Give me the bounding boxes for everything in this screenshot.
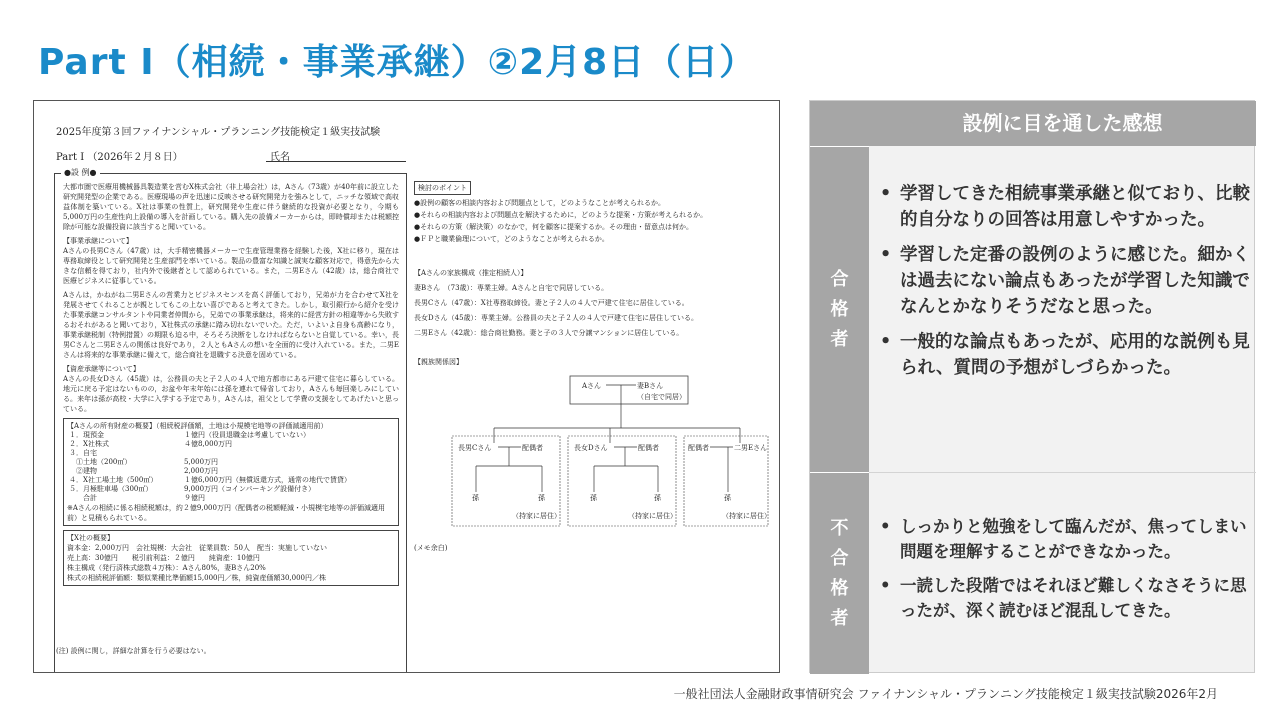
doc-name-line — [266, 161, 406, 162]
impression-text: 学習した定番の設例のように感じた。細かくは過去にない論点もあったが学習した知識でなんとかなりそうだなと思った。 — [900, 245, 1250, 317]
property-value: ４億8,000万円 — [184, 440, 233, 448]
doc-note: (注) 設例に関し，詳細な計算を行う必要はない。 — [56, 647, 211, 655]
property-label: 合計 — [69, 494, 97, 502]
fail-impressions-list — [876, 514, 1250, 632]
doc-name-label: 氏名 — [270, 152, 290, 163]
impression-item — [876, 514, 1250, 564]
family-member: 長男Cさん（47歳）：X社専務取締役。妻と子２人の４人で戸建て住宅に居住している。 — [414, 299, 689, 307]
tree-d: 長女Dさん — [574, 444, 608, 452]
property-value: １億円（役員退職金は考慮していない） — [184, 431, 310, 439]
bullet-icon: • — [880, 517, 891, 536]
bullet-icon: • — [880, 245, 892, 265]
property-value: 2,000万円 — [184, 467, 219, 475]
tree-c-spouse: 配偶者 — [522, 444, 543, 452]
tree-d-grandchild-1: 孫 — [590, 494, 597, 502]
property-note: ※Aさんの相続に係る相続税額は，約２億9,000万円（配偶者の税額軽減・小規模宅地等の評価減適用前）と見積もられている。 — [67, 504, 385, 522]
corp-line: 売上高：30億円 税引前利益：２億円 純資産：10億円 — [67, 554, 260, 562]
label-char: 者 — [830, 328, 849, 350]
property-row — [67, 467, 395, 476]
points-list — [414, 197, 774, 245]
case-title: ●設 例● — [61, 167, 100, 178]
property-value: 5,000万円 — [184, 458, 219, 466]
source-footer: 一般社団法人金融財政事情研究会 ファイナンシャル・プランニング技能検定１級実技試験2026年2月 — [673, 687, 1218, 701]
label-char: 不 — [830, 517, 849, 539]
tree-c-grandchild-1: 孫 — [472, 494, 479, 502]
points-title: 検討のポイント — [414, 181, 471, 195]
label-char: 合 — [830, 547, 849, 569]
tree-lines — [476, 385, 740, 492]
property-label: ②建物 — [69, 467, 97, 475]
property-title: 【Aさんの所有財産の概要】（相続税評価額，土地は小規模宅地等の評価減適用前） — [67, 422, 328, 430]
tree-b: 妻Bさん — [637, 382, 664, 390]
tree-e: 二男Eさん — [734, 444, 768, 452]
relations-title: 【親族関係図】 — [414, 358, 463, 366]
family-member: 二男Eさん（42歳）：総合商社勤務。妻と子の３人で分譲マンションに居住している。 — [414, 329, 684, 337]
property-label: ２．X社株式 — [69, 440, 109, 448]
succession-p2: Aさんは，かねがね二男Eさんの営業力とビジネスセンスを高く評価しており，兄弟が力を合わせてX社を発展させてくれることが親としてもこの上ない喜びであると考えてきた。しかし，取引銀行から紹介を受けた事業承継コンサルタントや同業者仲間から，兄弟での事業承継は，将来的に経営方針の相違等から失敗するおそれがあると聞いており，X社株式の承継に踏み切れないでいた。ただ，いよいよ自身も高齢になり，事業承継税制（特例措置）の期限も迫る中，そろそろ決断をしなければならないと自覚している。幸い，長男Cさんと二男Eさんの関係は良好であり，２人ともAさんの想いを全面的に受け入れている。また，二男Eさんは将来的な事業承継に備えて，総合商社を退職する決意を固めている。 — [63, 291, 399, 359]
family-title: 【Aさんの家族構成（推定相続人）】 — [414, 269, 528, 277]
tree-c-house: （持家に居住） — [512, 512, 561, 520]
corp-line: 株主構成（発行済株式総数４万株）：Aさん80%，妻Bさん20% — [67, 564, 266, 572]
tree-a: Aさん — [582, 382, 602, 390]
property-label: ３．自宅 — [69, 449, 97, 457]
impressions-header: 設例に目を通した感想 — [869, 101, 1256, 146]
property-label: １．現預金 — [69, 431, 104, 439]
bullet-icon: • — [880, 184, 892, 204]
review-point: ●ＦＰと職業倫理について，どのようなことが考えられるか。 — [414, 235, 609, 243]
corp-line: 資本金：2,000万円 会社規模：大会社 従業員数：50人 配当：実施していない — [67, 544, 327, 552]
label-char: 合 — [830, 268, 849, 290]
family-list — [414, 281, 774, 341]
corp-box — [63, 530, 399, 586]
tree-home: （自宅で同居） — [637, 393, 686, 401]
bullet-icon: • — [880, 576, 891, 595]
case-box — [54, 168, 407, 673]
label-char: 格 — [830, 298, 849, 320]
tree-d-grandchild-2: 孫 — [654, 494, 661, 502]
tree-d-house: （持家に居住） — [628, 512, 677, 520]
family-structure — [414, 266, 774, 341]
family-member: 妻Bさん （73歳）：専業主婦。Aさんと自宅で同居している。 — [414, 284, 609, 292]
doc-part: Part Ⅰ （2026年２月８日） — [56, 152, 183, 163]
tree-c-grandchild-2: 孫 — [538, 494, 545, 502]
tree-d-spouse: 配偶者 — [638, 444, 659, 452]
case-intro: 大都市圏で医療用機械器具製造業を営むX株式会社（非上場会社）は，Aさん（73歳）が40年前に設立した研究開発型の企業である。医療現場の声を迅速に反映させる研究開発力を強みとして，ニッチな領域で高収益体制を築いている。X社は事業の性質上，研究開発や生産に伴う継続的な投資が必要となり，今期も5,000万円の生産性向上設備の導入を計画している。購入先の設備メーカーからは，即時償却または税額控除が可能な設備投資に該当すると聞いている。 — [63, 183, 399, 231]
corp-title: 【X社の概要】 — [67, 534, 114, 542]
corp-line: 株式の相続税評価額：類似業種比準価額15,000円／株，純資産価額30,000円／株 — [67, 574, 326, 582]
property-row — [67, 440, 395, 449]
impressions-divider — [869, 472, 1256, 473]
corp-lines — [67, 543, 395, 583]
pass-impressions-list — [876, 181, 1250, 390]
property-row — [67, 485, 395, 494]
tree-c: 長男Cさん — [458, 444, 492, 452]
review-points — [414, 181, 774, 245]
impression-text: 一読した段階ではそれほど難しくなさそうに思ったが、深く読むほど混乱してきた。 — [900, 576, 1247, 620]
property-row — [67, 449, 395, 458]
impression-text: 学習してきた相続事業承継と似ており、比較的自分なりの回答は用意しやすかった。 — [900, 184, 1250, 230]
tree-e-spouse: 配偶者 — [688, 444, 709, 452]
property-row — [67, 458, 395, 467]
case-body — [63, 182, 399, 586]
property-label: ４．X社工場土地（500㎡） — [69, 476, 158, 484]
succession-title: 【事業承継について】 — [63, 237, 133, 245]
page-title: Part Ⅰ（相続・事業承継）②2月8日（日） — [38, 42, 757, 83]
property-row — [67, 494, 395, 503]
doc-header: 2025年度第３回ファイナンシャル・プランニング技能検定１級実技試験 — [56, 127, 381, 138]
tree-e-house: （持家に居住） — [722, 512, 771, 520]
memo-area: (メモ余白) — [414, 544, 448, 552]
impression-text: 一般的な論点もあったが、応用的な説例も見られ、質問の予想がしづらかった。 — [900, 332, 1250, 378]
impression-item — [876, 242, 1250, 320]
review-point: ●それらの相談内容および問題点を解決するために，どのような提案・方策が考えられるか。 — [414, 211, 708, 219]
property-value: １億6,000万円（無償返還方式，通常の地代で賃貸） — [184, 476, 352, 484]
impression-item — [876, 181, 1250, 233]
assets-paragraph: Aさんの長女Dさん（45歳）は，公務員の夫と子２人の４人で地方都市にある戸建て住宅に暮らしている。地元に戻る予定はないものの，お盆や年末年始には孫を連れて帰省しており，Aさんも毎回楽しみにしている。来年は孫が高校・大学に入学する予定であり，Aさんは，祖父として学費の支援をしてあげたいと思っている。 — [63, 375, 399, 413]
fail-label — [810, 472, 869, 674]
review-point: ●それらの方策（解決策）のなかで，何を顧客に提案するか。その理由・留意点は何か。 — [414, 223, 693, 231]
family-tree-diagram — [404, 366, 774, 536]
property-label: ５．月極駐車場（300㎡） — [69, 485, 153, 493]
impressions-panel — [809, 100, 1255, 673]
property-table — [67, 431, 395, 503]
property-value: 9,000万円（コインパーキング設備付き） — [184, 485, 316, 493]
family-member: 長女Dさん（45歳）：専業主婦。公務員の夫と子２人の４人で戸建て住宅に居住している。 — [414, 314, 699, 322]
succession-p1: Aさんの長男Cさん（47歳）は，大手精密機器メーカーで生産管理業務を経験した後，X社に移り，現在は専務取締役として研究開発と生産部門を率いている。製品の豊富な知識と誠実な顧客対応で，得意先から大きな信頼を得ており，社内外で後継者として認められている。また，二男Eさん（42歳）は，総合商社で医療ビジネスに従事している。 — [63, 247, 399, 285]
impressions-corner — [810, 101, 869, 146]
label-char: 者 — [830, 607, 849, 629]
property-row — [67, 476, 395, 485]
pass-label — [810, 146, 869, 472]
review-point: ●設例の顧客の相談内容および問題点として，どのようなことが考えられるか。 — [414, 199, 665, 207]
property-value: ９億円 — [184, 494, 205, 502]
property-label: ①土地（200㎡） — [69, 458, 132, 466]
label-char: 格 — [830, 577, 849, 599]
property-box — [63, 418, 399, 526]
property-value — [182, 449, 395, 458]
impression-item — [876, 329, 1250, 381]
impression-item — [876, 573, 1250, 623]
impression-text: しっかりと勉強をして臨んだが、焦ってしまい問題を理解することができなかった。 — [900, 517, 1247, 561]
tree-e-grandchild: 孫 — [724, 494, 731, 502]
assets-title: 【資産承継等について】 — [63, 365, 140, 373]
exam-document — [33, 100, 780, 673]
bullet-icon: • — [880, 332, 892, 352]
property-row — [67, 431, 395, 440]
